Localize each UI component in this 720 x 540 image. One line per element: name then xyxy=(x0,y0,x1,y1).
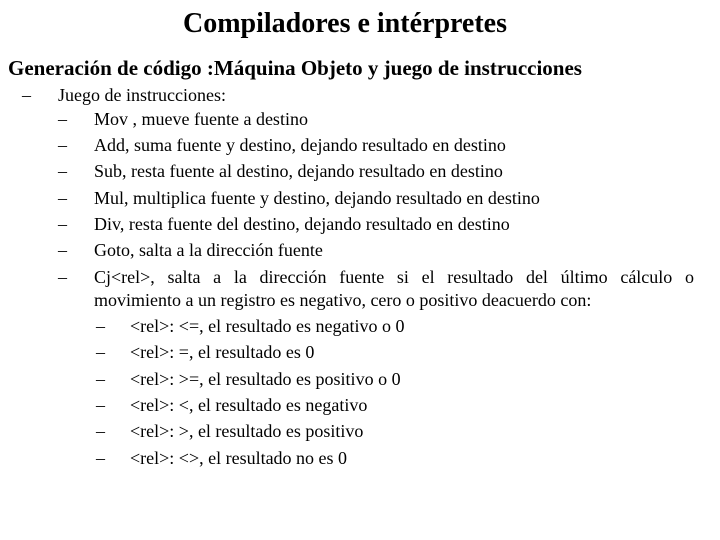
bullet-dash: – xyxy=(58,188,67,208)
sub-bullet-dash: – xyxy=(96,395,105,415)
rel-item-ne: <rel>: <>, el resultado no es 0 xyxy=(130,448,348,468)
bullet-dash: – xyxy=(58,267,67,287)
rel-item-lt: <rel>: <, el resultado es negativo xyxy=(130,395,368,415)
bullet-dash: – xyxy=(58,240,67,260)
rel-item-ge: <rel>: >=, el resultado es positivo o 0 xyxy=(130,369,401,389)
instruction-item-cj-line2: movimiento a un registro es negativo, cero o positivo deacuerdo con: xyxy=(94,290,592,310)
slide-subtitle: Generación de código :Máquina Objeto y juego de instrucciones xyxy=(8,56,582,80)
sub-bullet-dash: – xyxy=(96,342,105,362)
slide-title: Compiladores e intérpretes xyxy=(182,8,508,39)
instruction-item-mov: Mov , mueve fuente a destino xyxy=(94,109,308,129)
sub-bullet-dash: – xyxy=(96,316,105,336)
sub-bullet-dash: – xyxy=(96,369,105,389)
sub-bullet-dash: – xyxy=(96,448,105,468)
bullet-dash: – xyxy=(58,214,67,234)
instruction-item-add: Add, suma fuente y destino, dejando resultado en destino xyxy=(94,135,506,155)
rel-item-gt: <rel>: >, el resultado es positivo xyxy=(130,421,364,441)
instruction-item-cj-line1: Cj<rel>, salta a la dirección fuente si el resultado del último cálculo o xyxy=(94,267,694,287)
section-bullet-dash: – xyxy=(22,85,31,105)
instruction-item-goto: Goto, salta a la dirección fuente xyxy=(94,240,323,260)
section-label: Juego de instrucciones: xyxy=(58,85,226,105)
bullet-dash: – xyxy=(58,161,67,181)
instruction-item-mul: Mul, multiplica fuente y destino, dejando resultado en destino xyxy=(94,188,540,208)
bullet-dash: – xyxy=(58,135,67,155)
rel-item-eq: <rel>: =, el resultado es 0 xyxy=(130,342,315,362)
instruction-item-div: Div, resta fuente del destino, dejando resultado en destino xyxy=(94,214,510,234)
instruction-item-sub: Sub, resta fuente al destino, dejando resultado en destino xyxy=(94,161,503,181)
rel-item-le: <rel>: <=, el resultado es negativo o 0 xyxy=(130,316,405,336)
sub-bullet-dash: – xyxy=(96,421,105,441)
bullet-dash: – xyxy=(58,109,67,129)
